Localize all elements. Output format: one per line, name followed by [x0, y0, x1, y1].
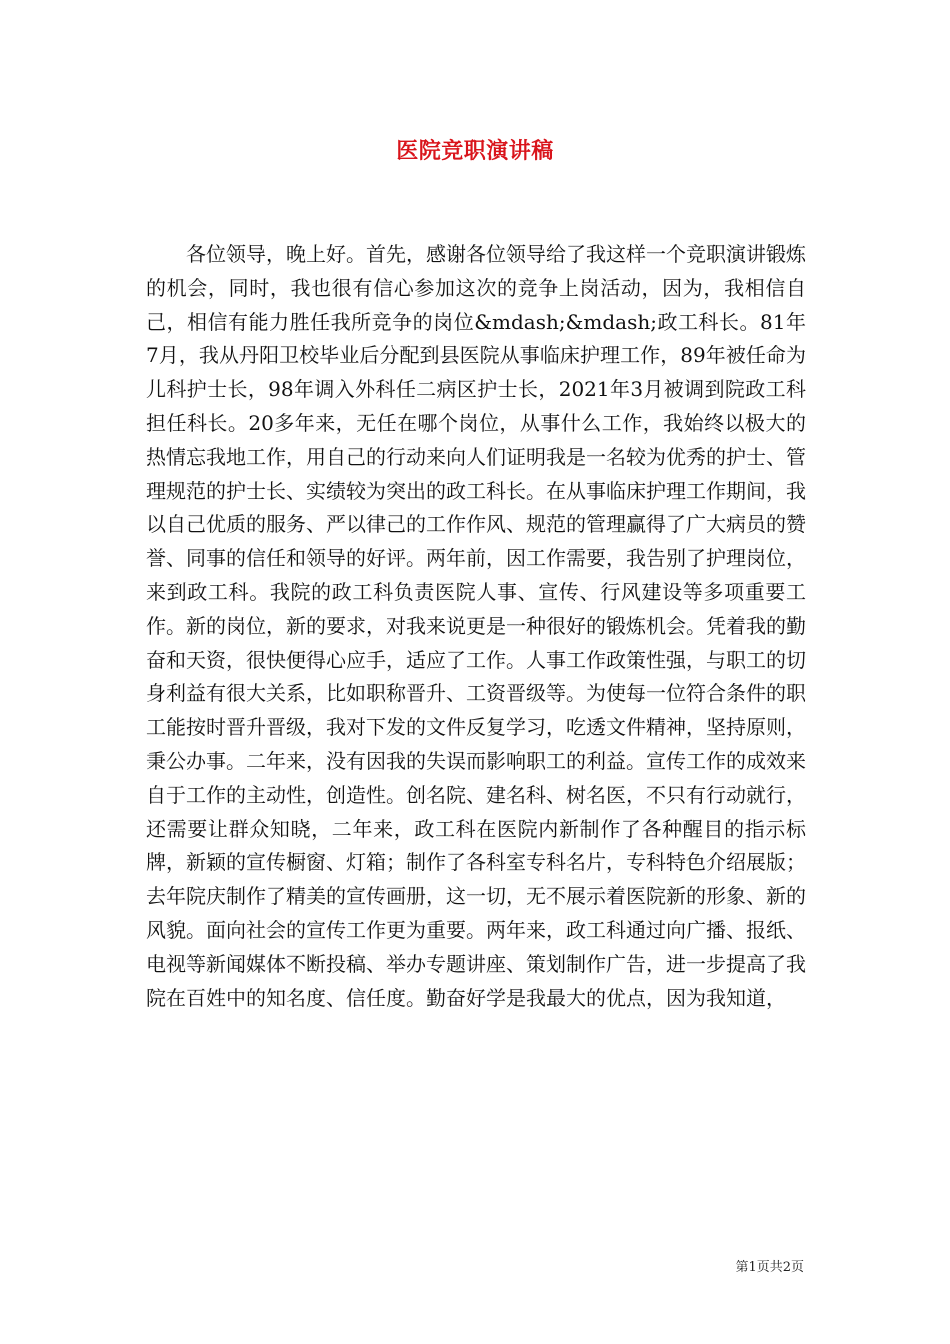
document-title: 医院竞职演讲稿 — [396, 138, 554, 164]
body-paragraph: 各位领导，晚上好。首先，感谢各位领导给了我这样一个竞职演讲锻炼的机会，同时，我也很有信心参加这次的竞争上岗活动，因为，我相信自己，相信有能力胜任我所竞争的岗位&mdash;&mdash;政工科长。81年7月，我从丹阳卫校毕业后分配到县医院从事临床护理工作，89年被任命为儿科护士长，98年调入外科任二病区护士长，2021年3月被调到院政工科担任科长。20多年来，无任在哪个岗位，从事什么工作，我始终以极大的热情忘我地工作，用自己的行动来向人们证明我是一名较为优秀的护士、管理规范的护士长、实绩较为突出的政工科长。在从事临床护理工作期间，我以自己优质的服务、严以律己的工作作风、规范的管理赢得了广大病员的赞誉、同事的信任和领导的好评。两年前，因工作需要，我告别了护理岗位，来到政工科。我院的政工科负责医院人事、宣传、行风建设等多项重要工作。新的岗位，新的要求，对我来说更是一种很好的锻炼机会。凭着我的勤奋和天资，很快便得心应手，适应了工作。人事工作政策性强，与职工的切身利益有很大关系，比如职称晋升、工资晋级等。为使每一位符合条件的职工能按时晋升晋级，我对下发的文件反复学习，吃透文件精神，坚持原则，秉公办事。二年来，没有因我的失误而影响职工的利益。宣传工作的成效来自于工作的主动性，创造性。创名院、建名科、树名医，不只有行动就行，还需要让群众知晓，二年来，政工科在医院内新制作了各种醒目的指示标牌，新颖的宣传橱窗、灯箱；制作了各科室专科名片，专科特色介绍展版；去年院庆制作了精美的宣传画册，这一切，无不展示着医院新的形象、新的风貌。面向社会的宣传工作更为重要。两年来，政工科通过向广播、报纸、电视等新闻媒体不断投稿、举办专题讲座、策划制作广告，进一步提高了我院在百姓中的知名度、信任度。勤奋好学是我最大的优点，因为我知道， — [146, 242, 806, 1010]
page-footer: 第1页共2页 — [735, 1260, 804, 1275]
